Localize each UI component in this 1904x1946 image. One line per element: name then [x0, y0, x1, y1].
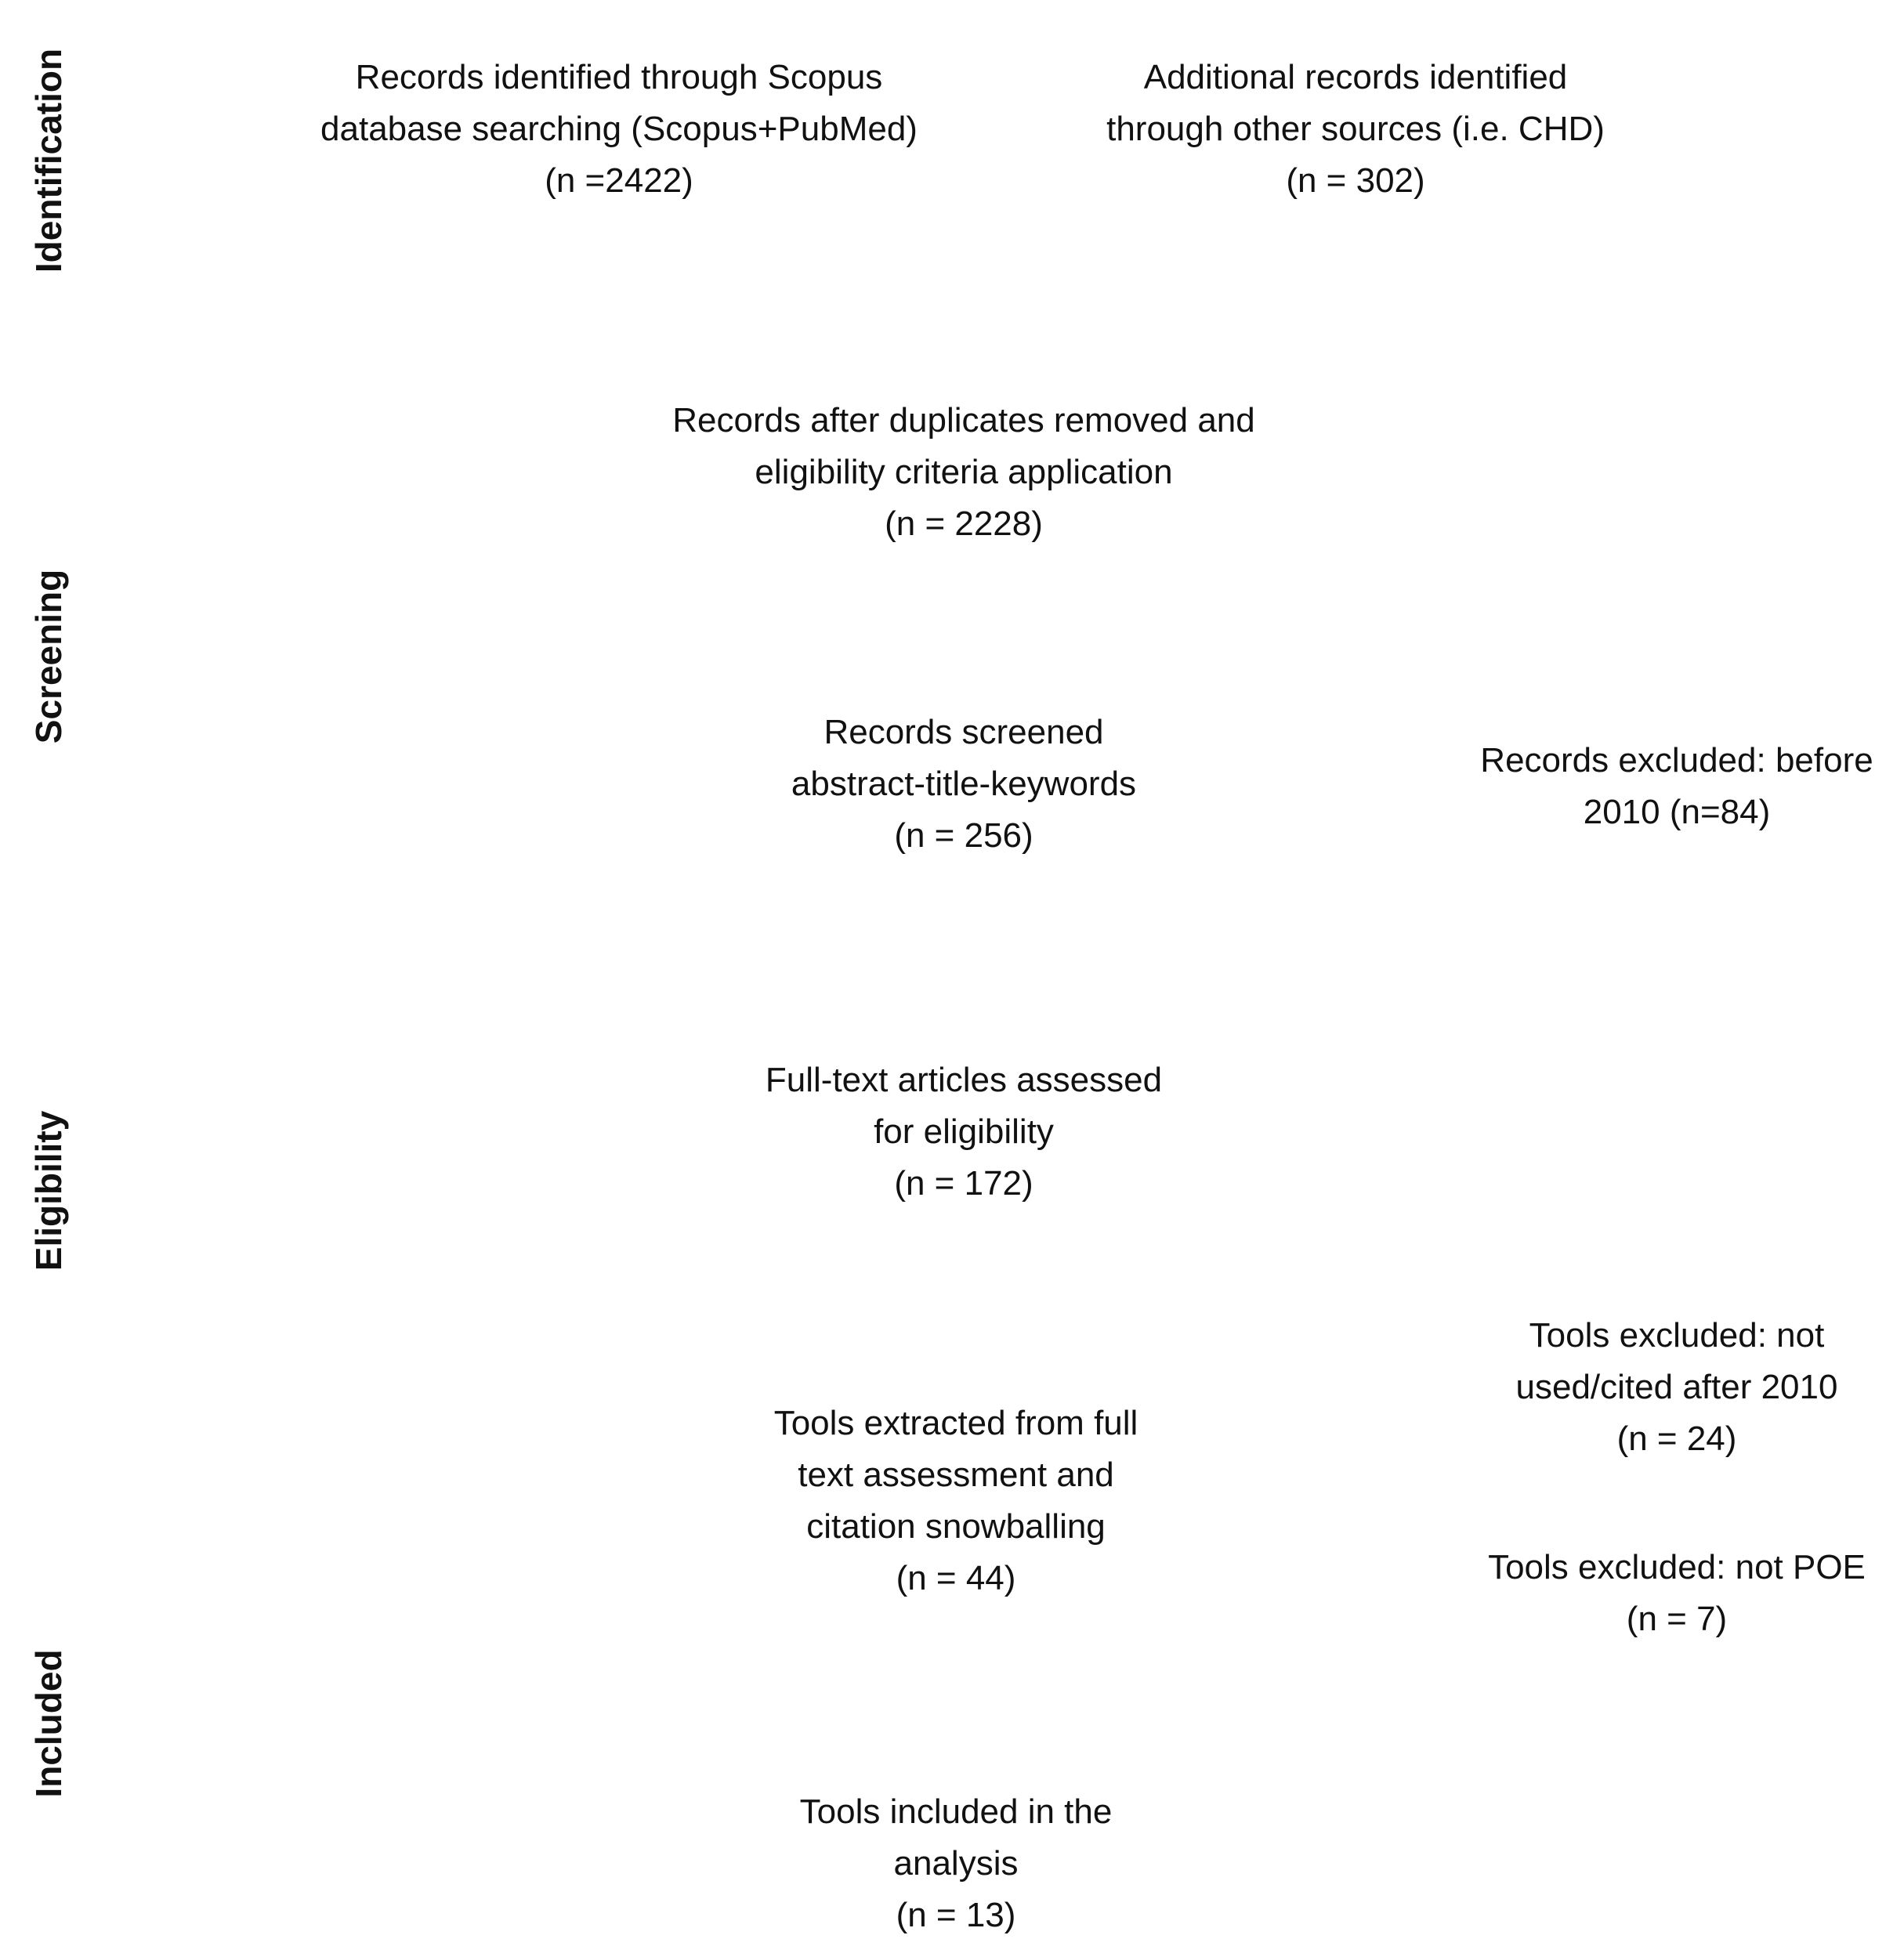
box-additional-records [964, 52, 1747, 207]
box-count: (n = 13) [896, 1896, 1016, 1934]
stage-label-eligibility: Eligibility [28, 1110, 69, 1271]
stage-label-screening: Screening [28, 569, 69, 744]
box-line: Records excluded: before [1480, 741, 1873, 779]
box-count: (n =2422) [545, 161, 693, 200]
box-count: (n = 172) [894, 1164, 1033, 1203]
stage-label-included: Included [28, 1649, 69, 1798]
box-line: 2010 (n=84) [1583, 793, 1771, 831]
box-count: (n = 256) [894, 816, 1033, 855]
box-tools-excluded-not-poe [1426, 1542, 1904, 1645]
box-records-after-duplicates [533, 395, 1395, 550]
box-line: Tools included in the [799, 1792, 1113, 1831]
box-line: Records screened [823, 713, 1104, 751]
box-line: citation snowballing [806, 1507, 1106, 1546]
box-line: Tools excluded: not [1529, 1316, 1825, 1355]
box-line: Records identified through Scopus [355, 58, 883, 96]
box-line: database searching (Scopus+PubMed) [320, 110, 918, 148]
box-line: used/cited after 2010 [1515, 1368, 1838, 1406]
box-count: (n = 24) [1616, 1420, 1737, 1458]
box-fulltext-assessed [611, 1054, 1316, 1210]
box-count: (n = 44) [896, 1559, 1016, 1597]
box-count: (n = 2228) [885, 505, 1043, 543]
box-line: Additional records identified [1143, 58, 1568, 96]
stage-label-identification: Identification [28, 48, 69, 273]
box-line: eligibility criteria application [755, 453, 1173, 491]
box-tools-included [572, 1786, 1340, 1941]
box-line: Full-text articles assessed [765, 1061, 1163, 1099]
box-tools-excluded-not-used [1426, 1310, 1904, 1465]
box-line: Tools extracted from full [773, 1404, 1138, 1442]
box-line: Tools excluded: not POE [1488, 1548, 1866, 1586]
box-line: abstract-title-keywords [791, 765, 1137, 803]
box-line: for eligibility [874, 1112, 1054, 1151]
box-records-screened [611, 707, 1316, 862]
box-records-excluded-before-2010 [1426, 735, 1904, 838]
box-count: (n = 7) [1626, 1600, 1728, 1638]
box-count: (n = 302) [1286, 161, 1425, 200]
box-line: through other sources (i.e. CHD) [1106, 110, 1605, 148]
box-records-identified-scopus [227, 52, 1011, 207]
box-line: text assessment and [798, 1456, 1114, 1494]
box-line: analysis [893, 1844, 1019, 1883]
box-tools-extracted [572, 1398, 1340, 1604]
box-line: Records after duplicates removed and [672, 401, 1255, 439]
